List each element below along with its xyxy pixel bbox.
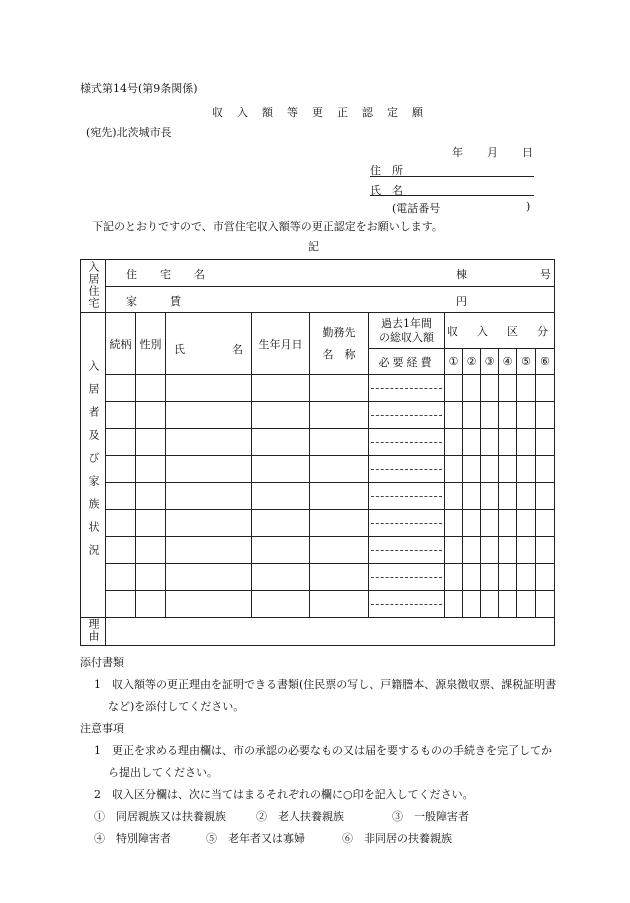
category-legend-4: ④ 特別障害者 bbox=[94, 832, 171, 845]
cat-cell[interactable] bbox=[499, 483, 517, 510]
cat-cell[interactable] bbox=[499, 537, 517, 564]
attachments-heading: 添付書類 bbox=[80, 656, 124, 669]
family-row bbox=[81, 510, 555, 537]
header-employer bbox=[310, 313, 369, 375]
header-category: 収 入 区 分 bbox=[445, 313, 555, 349]
cat-cell[interactable] bbox=[481, 564, 499, 591]
cat-cell[interactable] bbox=[536, 429, 555, 456]
birth-cell[interactable] bbox=[252, 402, 310, 429]
category-legend-row-1 bbox=[94, 806, 560, 828]
employer-cell[interactable] bbox=[310, 456, 369, 483]
family-row bbox=[81, 591, 555, 618]
cat-cell[interactable] bbox=[463, 456, 481, 483]
cat-cell[interactable] bbox=[499, 375, 517, 402]
cat-cell[interactable] bbox=[536, 510, 555, 537]
relation-cell[interactable] bbox=[106, 564, 136, 591]
birth-cell[interactable] bbox=[252, 456, 310, 483]
employer-cell[interactable] bbox=[310, 537, 369, 564]
cat-cell[interactable] bbox=[481, 402, 499, 429]
relation-cell[interactable] bbox=[106, 591, 136, 618]
cat-cell[interactable] bbox=[463, 591, 481, 618]
employer-cell[interactable] bbox=[310, 402, 369, 429]
family-section-label: 入居者及び家族状況 bbox=[81, 313, 106, 618]
room-label: 号 bbox=[540, 268, 551, 281]
cat-cell[interactable] bbox=[445, 510, 463, 537]
cat-cell[interactable] bbox=[517, 456, 536, 483]
relation-cell[interactable] bbox=[106, 483, 136, 510]
sex-cell[interactable] bbox=[136, 456, 166, 483]
relation-cell[interactable] bbox=[106, 537, 136, 564]
name-cell[interactable] bbox=[166, 456, 252, 483]
category-legend-6: ⑥ 非同居の扶養親族 bbox=[342, 832, 452, 845]
relation-cell[interactable] bbox=[106, 510, 136, 537]
header-relation: 続柄 bbox=[106, 313, 136, 375]
sex-cell[interactable] bbox=[136, 429, 166, 456]
cat-cell[interactable] bbox=[517, 483, 536, 510]
family-row bbox=[81, 429, 555, 456]
request-text: 下記のとおりですので、市営住宅収入額等の更正認定をお願いします。 bbox=[92, 220, 443, 233]
rent-label: 家 賃 bbox=[126, 295, 181, 308]
cat-cell[interactable] bbox=[536, 483, 555, 510]
cat-cell[interactable] bbox=[517, 429, 536, 456]
category-legend-row-2 bbox=[94, 828, 560, 850]
employer-cell[interactable] bbox=[310, 375, 369, 402]
rent-row bbox=[106, 287, 555, 313]
employer-cell[interactable] bbox=[310, 429, 369, 456]
birth-cell[interactable] bbox=[252, 537, 310, 564]
cat-cell[interactable] bbox=[499, 591, 517, 618]
cat-cell[interactable] bbox=[481, 456, 499, 483]
employer-cell[interactable] bbox=[310, 483, 369, 510]
reason-field[interactable] bbox=[106, 618, 555, 646]
cat-cell[interactable] bbox=[517, 510, 536, 537]
cat-cell[interactable] bbox=[445, 564, 463, 591]
cat-cell[interactable] bbox=[499, 456, 517, 483]
name-cell[interactable] bbox=[166, 510, 252, 537]
income-cell[interactable] bbox=[369, 456, 445, 483]
name-cell[interactable] bbox=[166, 483, 252, 510]
family-row bbox=[81, 537, 555, 564]
attachment-item-1: 1 収入額等の更正理由を証明できる書類(住民票の写し、戸籍謄本、源泉徴収票、課税証明書など)を添付してください。 bbox=[94, 678, 557, 713]
cat-cell[interactable] bbox=[499, 564, 517, 591]
income-cell[interactable] bbox=[369, 483, 445, 510]
cat-cell[interactable] bbox=[445, 537, 463, 564]
residence-row bbox=[106, 260, 555, 287]
cat-cell[interactable] bbox=[463, 537, 481, 564]
sex-cell[interactable] bbox=[136, 483, 166, 510]
birth-cell[interactable] bbox=[252, 375, 310, 402]
category-mark-3: ③ bbox=[481, 349, 499, 375]
sex-cell[interactable] bbox=[136, 375, 166, 402]
cat-cell[interactable] bbox=[536, 591, 555, 618]
phone-close: ) bbox=[526, 200, 531, 213]
category-legend-3: ③ 一般障害者 bbox=[392, 810, 469, 823]
birth-cell[interactable] bbox=[252, 510, 310, 537]
category-mark-5: ⑤ bbox=[517, 349, 536, 375]
cat-cell[interactable] bbox=[463, 375, 481, 402]
housing-section-label: 入居住宅 bbox=[81, 260, 106, 313]
category-legend-5: ⑤ 老年者又は寡婦 bbox=[206, 832, 305, 845]
header-employer-2: 名 称 bbox=[322, 347, 356, 361]
birth-cell[interactable] bbox=[252, 429, 310, 456]
family-row bbox=[81, 483, 555, 510]
cat-cell[interactable] bbox=[463, 483, 481, 510]
cat-cell[interactable] bbox=[445, 402, 463, 429]
cat-cell[interactable] bbox=[445, 375, 463, 402]
cat-cell[interactable] bbox=[517, 537, 536, 564]
cat-cell[interactable] bbox=[463, 429, 481, 456]
date-day-label: 日 bbox=[522, 146, 533, 159]
form-title: 収入額等更正認定願 bbox=[212, 106, 437, 119]
date-year-label: 年 bbox=[452, 146, 463, 159]
sex-cell[interactable] bbox=[136, 402, 166, 429]
employer-cell[interactable] bbox=[310, 591, 369, 618]
notes-heading: 注意事項 bbox=[80, 722, 124, 735]
ki-label: 記 bbox=[308, 240, 319, 253]
sex-cell[interactable] bbox=[136, 591, 166, 618]
cat-cell[interactable] bbox=[517, 591, 536, 618]
income-cell[interactable] bbox=[369, 591, 445, 618]
income-cell[interactable] bbox=[369, 510, 445, 537]
residence-label: 住 宅 名 bbox=[126, 268, 211, 281]
cat-cell[interactable] bbox=[499, 402, 517, 429]
cat-cell[interactable] bbox=[536, 375, 555, 402]
cat-cell[interactable] bbox=[445, 429, 463, 456]
cat-cell[interactable] bbox=[463, 564, 481, 591]
name-underline bbox=[370, 195, 534, 196]
category-legend-1: ① 同居親族又は扶養親族 bbox=[94, 810, 226, 823]
header-name bbox=[166, 313, 252, 375]
address-underline bbox=[370, 176, 534, 177]
cat-cell[interactable] bbox=[463, 510, 481, 537]
cat-cell[interactable] bbox=[445, 456, 463, 483]
name-cell[interactable] bbox=[166, 537, 252, 564]
cat-cell[interactable] bbox=[517, 564, 536, 591]
building-label: 棟 bbox=[456, 268, 467, 281]
name-cell[interactable] bbox=[166, 591, 252, 618]
note-item-1: 1 更正を求める理由欄は、市の承認の必要なもの又は届を要するものの手続きを完了してから提出してください。 bbox=[94, 744, 552, 779]
cat-cell[interactable] bbox=[499, 510, 517, 537]
family-row bbox=[81, 402, 555, 429]
header-birth: 生年月日 bbox=[252, 313, 310, 375]
name-cell[interactable] bbox=[166, 564, 252, 591]
category-mark-1: ① bbox=[445, 349, 463, 375]
cat-cell[interactable] bbox=[481, 375, 499, 402]
cat-cell[interactable] bbox=[481, 429, 499, 456]
income-cell[interactable] bbox=[369, 537, 445, 564]
employer-cell[interactable] bbox=[310, 564, 369, 591]
sex-cell[interactable] bbox=[136, 564, 166, 591]
header-income bbox=[369, 313, 445, 349]
employer-cell[interactable] bbox=[310, 510, 369, 537]
name-cell[interactable] bbox=[166, 375, 252, 402]
birth-cell[interactable] bbox=[252, 564, 310, 591]
note-item-2: 2 収入区分欄は、次に当てはまるそれぞれの欄に○印を記入してください。 bbox=[94, 788, 474, 801]
relation-cell[interactable] bbox=[106, 375, 136, 402]
name-cell[interactable] bbox=[166, 402, 252, 429]
yen-label: 円 bbox=[456, 295, 467, 308]
reason-label: 理由 bbox=[81, 618, 106, 646]
cat-cell[interactable] bbox=[445, 483, 463, 510]
category-mark-4: ④ bbox=[499, 349, 517, 375]
income-cell[interactable] bbox=[369, 402, 445, 429]
header-income-2: の総収入額 bbox=[379, 330, 434, 344]
income-cell[interactable] bbox=[369, 375, 445, 402]
phone-label: (電話番号 bbox=[392, 202, 441, 215]
cat-cell[interactable] bbox=[481, 510, 499, 537]
cat-cell[interactable] bbox=[517, 375, 536, 402]
application-table bbox=[80, 259, 555, 646]
family-row bbox=[81, 375, 555, 402]
income-cell[interactable] bbox=[369, 564, 445, 591]
cat-cell[interactable] bbox=[481, 537, 499, 564]
category-legend-2: ② 老人扶養親族 bbox=[256, 810, 344, 823]
header-expenses: 必要経費 bbox=[369, 349, 445, 375]
category-mark-2: ② bbox=[463, 349, 481, 375]
birth-cell[interactable] bbox=[252, 591, 310, 618]
sex-cell[interactable] bbox=[136, 510, 166, 537]
family-row bbox=[81, 456, 555, 483]
relation-cell[interactable] bbox=[106, 456, 136, 483]
family-row bbox=[81, 564, 555, 591]
relation-cell[interactable] bbox=[106, 402, 136, 429]
cat-cell[interactable] bbox=[481, 591, 499, 618]
form-number: 様式第14号(第9条関係) bbox=[80, 82, 198, 95]
category-mark-6: ⑥ bbox=[536, 349, 555, 375]
cat-cell[interactable] bbox=[445, 591, 463, 618]
cat-cell[interactable] bbox=[536, 402, 555, 429]
header-employer-1: 勤務先 bbox=[322, 325, 356, 339]
applicant-name-label: 氏 名 bbox=[370, 184, 403, 197]
sex-cell[interactable] bbox=[136, 537, 166, 564]
cat-cell[interactable] bbox=[481, 483, 499, 510]
header-name-2: 名 bbox=[232, 343, 243, 356]
relation-cell[interactable] bbox=[106, 429, 136, 456]
cat-cell[interactable] bbox=[517, 402, 536, 429]
cat-cell[interactable] bbox=[463, 402, 481, 429]
addressee: (宛先)北茨城市長 bbox=[86, 126, 172, 139]
date-month-label: 月 bbox=[487, 146, 498, 159]
cat-cell[interactable] bbox=[499, 429, 517, 456]
header-sex: 性別 bbox=[136, 313, 166, 375]
notes-section bbox=[80, 652, 560, 850]
cat-cell[interactable] bbox=[536, 456, 555, 483]
birth-cell[interactable] bbox=[252, 483, 310, 510]
name-cell[interactable] bbox=[166, 429, 252, 456]
header-income-1: 過去1年間 bbox=[381, 316, 432, 330]
header-name-1: 氏 bbox=[174, 343, 185, 356]
income-cell[interactable] bbox=[369, 429, 445, 456]
cat-cell[interactable] bbox=[536, 537, 555, 564]
cat-cell[interactable] bbox=[536, 564, 555, 591]
applicant-address-label: 住 所 bbox=[370, 164, 403, 177]
